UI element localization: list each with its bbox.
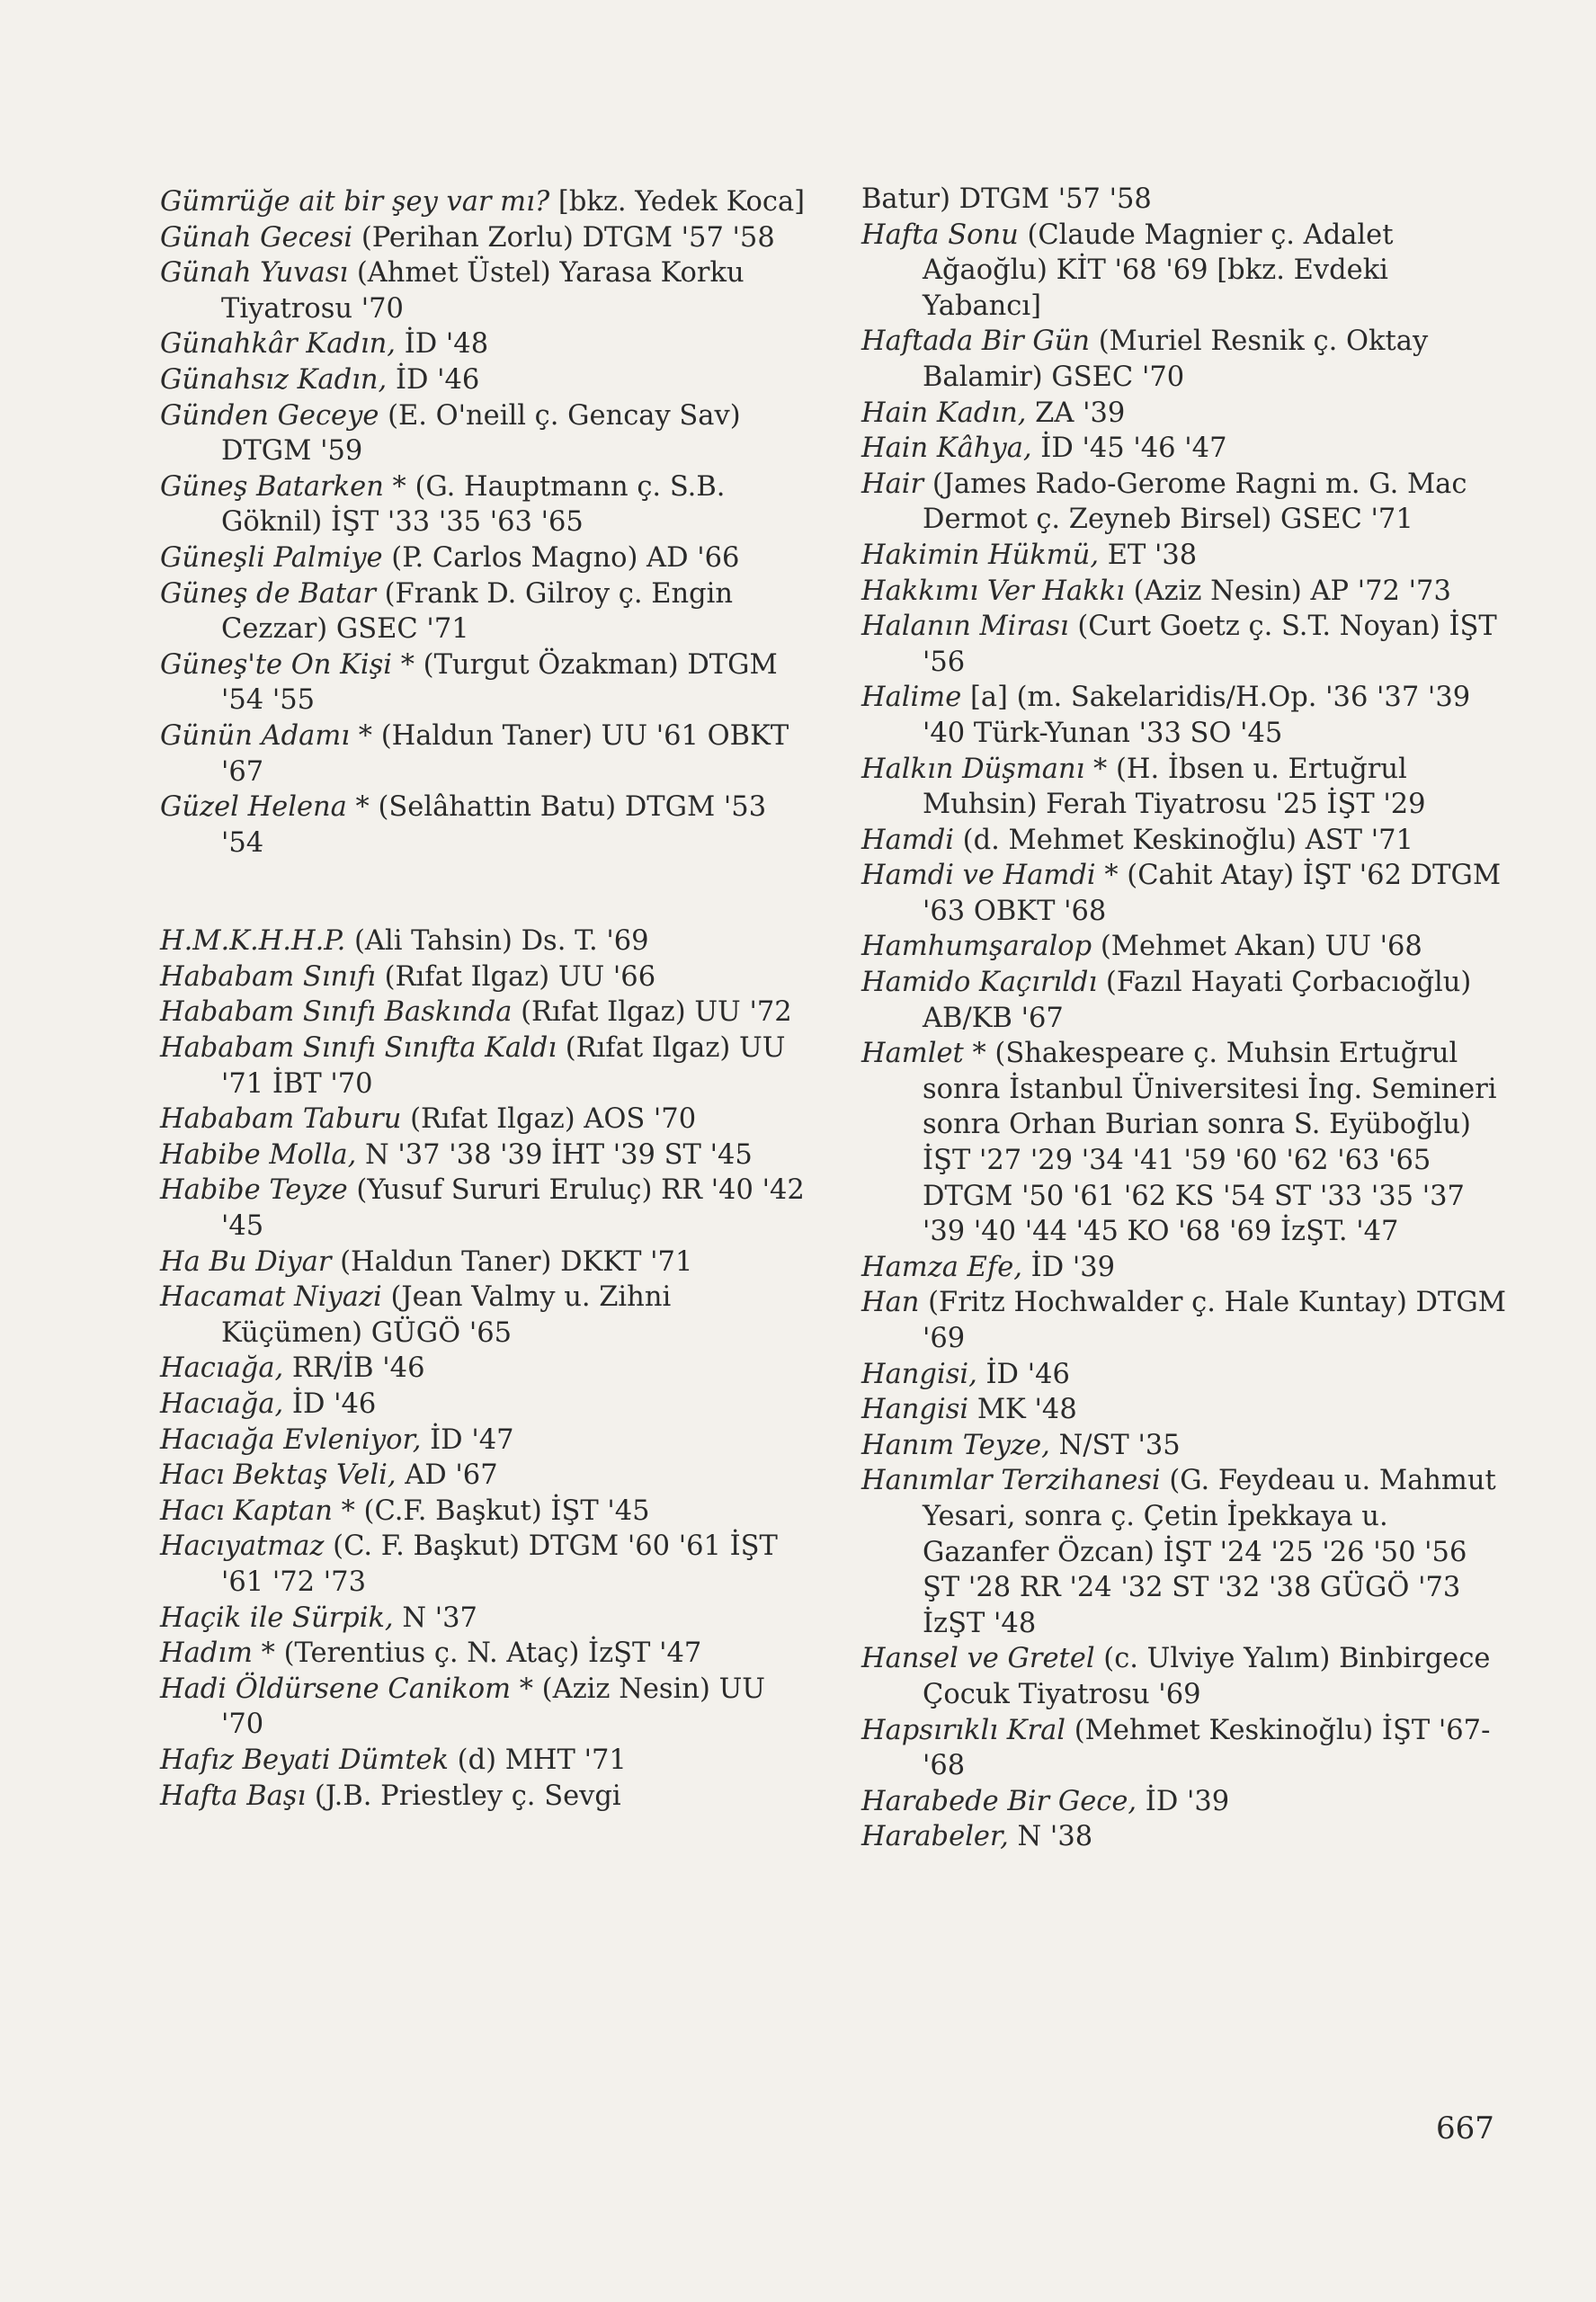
entry-details: MK '48 [968, 1394, 1077, 1426]
entry-title: Ha Bu Diyar [160, 1245, 332, 1278]
index-entry [861, 1784, 1509, 1820]
index-entry [160, 1031, 807, 1102]
entry-title: Günahsız Kadın, [160, 363, 388, 396]
entry-title: Han [861, 1287, 920, 1319]
index-entry [861, 574, 1509, 610]
entry-details: (Haldun Taner) UU '61 OBKT '67 [221, 719, 789, 788]
entry-title: Hacı Kaptan * [160, 1495, 355, 1527]
entry-title: Hakkımı Ver Hakkı [861, 575, 1125, 607]
index-entry [861, 823, 1509, 859]
index-entry [861, 929, 1509, 965]
entry-details: (Selâhattin Batu) DTGM '53 '54 [221, 791, 767, 859]
entry-details: (Fazıl Hayati Çorbacıoğlu) AB/KB '67 [923, 967, 1472, 1034]
entry-title: Hacı Bektaş Veli, [160, 1459, 397, 1492]
entry-title: Hamlet * [861, 1038, 986, 1070]
entry-details: (G. Feydeau u. Mahmut Yesari, sonra ç. Çetin İpekkaya u. Gazanfer Özcan) İŞT '24 '25 '26 '50 '56 ŞT '28 RR '24 '32 ST '32 '38 GÜGÖ '73 İzŞT '48 [923, 1465, 1496, 1639]
entry-title: Harabede Bir Gece, [861, 1785, 1137, 1817]
page-number: 667 [1436, 2110, 1494, 2146]
entry-details: (Rıfat Ilgaz) UU '71 İBT '70 [221, 1032, 786, 1100]
entry-title: Hamhumşaralop [861, 931, 1092, 963]
index-entry [160, 469, 807, 540]
section-gap [160, 861, 807, 923]
entry-details: (C.F. Başkut) İŞT '45 [354, 1495, 650, 1527]
entry-details: ZA '39 [1026, 397, 1126, 429]
index-entry [160, 1102, 807, 1138]
entry-details: (Mehmet Keskinoğlu) İŞT '67-'68 [923, 1714, 1491, 1782]
index-entry [160, 959, 807, 995]
entry-details: İD '45 '46 '47 [1031, 433, 1227, 465]
index-entry [160, 255, 807, 326]
entry-details: (d) MHT '71 [448, 1744, 627, 1776]
entry-title: Habibe Teyze [160, 1174, 348, 1207]
index-entry [861, 1392, 1509, 1428]
entry-title: Hacıağa Evleniyor, [160, 1423, 422, 1456]
entry-details: (Ahmet Üstel) Yarasa Korku Tiyatrosu '70 [221, 257, 745, 325]
index-entry [861, 1819, 1509, 1855]
entry-title: Hain Kadın, [861, 397, 1027, 429]
index-entry [861, 1357, 1509, 1393]
entry-title: Gümrüğe ait bir şey var mı? [160, 186, 550, 218]
index-entry [160, 1280, 807, 1351]
entry-title: Hadi Öldürsene Canikom * [160, 1673, 533, 1705]
entry-group [160, 184, 807, 861]
entry-title: Hanımlar Terzihanesi [861, 1465, 1161, 1497]
index-entry [160, 923, 807, 959]
index-entry [861, 1463, 1509, 1641]
entry-title: Hain Kâhya, [861, 433, 1032, 465]
index-entry [160, 540, 807, 576]
entry-title: Hacıağa, [160, 1388, 284, 1420]
entry-title: Hakimin Hükmü, [861, 539, 1100, 571]
entry-title: Hacıyatmaz [160, 1530, 325, 1563]
entry-details: (E. O'neill ç. Gencay Sav) DTGM '59 [221, 399, 741, 468]
entry-details: (Curt Goetz ç. S.T. Noyan) İŞT '56 [923, 611, 1497, 678]
entry-title: Güneşli Palmiye [160, 541, 383, 574]
entry-details: (Rıfat Ilgaz) UU '66 [375, 960, 656, 993]
entry-title: Halanın Mirası [861, 611, 1069, 643]
entry-title: Haçik ile Sürpik, [160, 1602, 394, 1634]
entry-details: (Yusuf Sururi Eruluç) RR '40 '42 '45 [221, 1174, 805, 1243]
left-column [160, 184, 807, 1814]
index-entry [861, 538, 1509, 574]
index-entry [861, 467, 1509, 538]
entry-title: Hapsırıklı Kral [861, 1714, 1066, 1746]
entry-details: İD '39 [1137, 1785, 1230, 1817]
entry-details: (G. Hauptmann ç. S.B. Göknil) İŞT '33 '35 '63 '65 [221, 470, 726, 539]
entry-details: (C. F. Başkut) DTGM '60 '61 İŞT '61 '72 '73 [221, 1530, 778, 1598]
entry-title: Hadım * [160, 1637, 275, 1670]
entry-title: Hanım Teyze, [861, 1429, 1050, 1461]
entry-title: Hacamat Niyazi [160, 1281, 382, 1314]
entry-details: (Claude Magnier ç. Adalet Ağaoğlu) KİT '68 '69 [bkz. Evdeki Yabancı] [923, 219, 1394, 322]
entry-title: Hangisi, [861, 1358, 977, 1390]
index-entry [160, 790, 807, 861]
entry-details: İD '46 [976, 1358, 1070, 1390]
entry-details: Batur) DTGM '57 '58 [861, 183, 1152, 215]
entry-details: N '37 '38 '39 İHT '39 ST '45 [356, 1138, 753, 1171]
entry-details: (Muriel Resnik ç. Oktay Balamir) GSEC '70 [923, 326, 1429, 393]
index-entry [160, 326, 807, 362]
entry-title: Hababam Sınıfı [160, 960, 376, 993]
entry-title: Güneş de Batar [160, 577, 376, 610]
entry-title: Hababam Sınıfı Baskında [160, 996, 513, 1029]
index-entry [861, 431, 1509, 467]
entry-title: Hamza Efe, [861, 1251, 1022, 1283]
entry-title: Günün Adamı * [160, 719, 372, 752]
index-entry [160, 1387, 807, 1423]
entry-details: (Frank D. Gilroy ç. Engin Cezzar) GSEC '71 [221, 577, 734, 646]
entry-title: Günah Gecesi [160, 221, 353, 254]
entry-details: (P. Carlos Magno) AD '66 [382, 541, 740, 574]
entry-details: (Fritz Hochwalder ç. Hale Kuntay) DTGM '69 [919, 1287, 1506, 1354]
index-entry [160, 647, 807, 718]
entry-details: (James Rado-Gerome Ragni m. G. Mac Dermot ç. Zeyneb Birsel) GSEC '71 [923, 468, 1467, 536]
entry-title: Halkın Düşmanı * [861, 753, 1108, 785]
entry-title: Güneş'te On Kişi * [160, 648, 415, 681]
entry-title: Habibe Molla, [160, 1138, 357, 1171]
entry-details: (J.B. Priestley ç. Sevgi [306, 1780, 621, 1812]
entry-details: (Aziz Nesin) UU '70 [221, 1673, 765, 1741]
entry-title: Haftada Bir Gün [861, 326, 1091, 358]
index-entry [160, 184, 807, 220]
entry-details: ET '38 [1099, 539, 1198, 571]
index-entry [861, 1713, 1509, 1784]
entry-details: İD '47 [421, 1423, 514, 1456]
entry-group [861, 182, 1509, 1855]
entry-title: Hangisi [861, 1394, 969, 1426]
entry-title: Hafız Beyati Dümtek [160, 1744, 449, 1776]
index-entry [861, 752, 1509, 823]
index-entry [861, 1641, 1509, 1712]
index-entry [160, 1173, 807, 1244]
index-entry [160, 1529, 807, 1600]
index-entry [861, 396, 1509, 432]
entry-details: RR/İB '46 [283, 1352, 425, 1385]
index-entry [861, 1428, 1509, 1464]
entry-details: AD '67 [396, 1459, 498, 1492]
entry-title: Hababam Taburu [160, 1103, 402, 1136]
index-entry [861, 1250, 1509, 1286]
index-entry [861, 609, 1509, 680]
index-entry [160, 1672, 807, 1743]
entry-title: Harabeler, [861, 1821, 1009, 1853]
entry-details: İD '46 [283, 1388, 377, 1420]
index-entry [861, 324, 1509, 395]
index-entry [861, 218, 1509, 325]
entry-title: Hafta Sonu [861, 219, 1019, 251]
entry-details: (Rıfat Ilgaz) AOS '70 [401, 1103, 697, 1136]
index-entry [861, 1285, 1509, 1356]
entry-title: Hafta Başı [160, 1780, 307, 1812]
index-entry [160, 1494, 807, 1530]
entry-title: Güneş Batarken * [160, 470, 406, 503]
index-entry [160, 576, 807, 647]
entry-details: İD '48 [396, 328, 489, 361]
entry-details: (Mehmet Akan) UU '68 [1092, 931, 1422, 963]
entry-title: Hacıağa, [160, 1352, 284, 1385]
entry-title: Hababam Sınıfı Sınıfta Kaldı [160, 1032, 557, 1065]
entry-details: (Shakespeare ç. Muhsin Ertuğrul sonra İstanbul Üniversitesi İng. Semineri sonra Orhan Burian sonra S. Eyüboğlu) İŞT '27 '29 '34 '41 '59 '60 '62 '63 '65 DTGM '50 '61 '62 KS '54 ST '33 '35 '37 '39 '40 '44 '45 KO '68 '69 İzŞT. '47 [923, 1038, 1497, 1248]
entry-details: (Aziz Nesin) AP '72 '73 [1124, 575, 1451, 607]
entry-details: (Ali Tahsin) Ds. T. '69 [345, 925, 649, 958]
entry-title: Halime [861, 682, 962, 714]
entry-details: (Haldun Taner) DKKT '71 [331, 1245, 693, 1278]
entry-details: N/ST '35 [1049, 1429, 1181, 1461]
entry-group [160, 923, 807, 1814]
index-entry [160, 718, 807, 790]
index-entry [160, 1636, 807, 1672]
entry-details: (Turgut Özakman) DTGM '54 '55 [221, 648, 778, 717]
index-entry [160, 1138, 807, 1173]
index-entry [160, 398, 807, 469]
entry-details: (Terentius ç. N. Ataç) İzŞT '47 [274, 1637, 702, 1670]
entry-details: (d. Mehmet Keskinoğlu) AST '71 [953, 824, 1413, 856]
index-entry [861, 182, 1509, 218]
entry-details: N '37 [393, 1602, 477, 1634]
index-entry [160, 1245, 807, 1280]
index-entry [861, 965, 1509, 1036]
index-entry [160, 1351, 807, 1387]
entry-title: Güzel Helena * [160, 791, 370, 824]
index-entry [160, 362, 807, 398]
entry-title: Hamdi ve Hamdi * [861, 860, 1119, 892]
index-entry [160, 1423, 807, 1459]
entry-details: (Jean Valmy u. Zihni Küçümen) GÜGÖ '65 [221, 1281, 672, 1349]
entry-details: [a] (m. Sakelaridis/H.Op. '36 '37 '39 '40 Türk-Yunan '33 SO '45 [923, 682, 1471, 749]
index-entry [861, 1036, 1509, 1250]
entry-details: İD '39 [1021, 1251, 1116, 1283]
entry-details: (Rıfat Ilgaz) UU '72 [512, 996, 792, 1029]
entry-title: Günden Geceye [160, 399, 379, 432]
entry-details: (c. Ulviye Yalım) Binbirgece Çocuk Tiyatrosu '69 [923, 1643, 1491, 1710]
index-entry [160, 1458, 807, 1494]
entry-title: Hamdi [861, 824, 954, 856]
index-entry [160, 1601, 807, 1637]
entry-details: (H. İbsen u. Ertuğrul Muhsin) Ferah Tiyatrosu '25 İŞT '29 [923, 753, 1426, 821]
entry-title: Hansel ve Gretel [861, 1643, 1095, 1675]
entry-details: N '38 [1008, 1821, 1093, 1853]
right-column [861, 182, 1509, 1855]
entry-title: Hair [861, 468, 924, 500]
entry-details: (Cahit Atay) İŞT '62 DTGM '63 OBKT '68 [923, 860, 1502, 927]
entry-title: Hamido Kaçırıldı [861, 967, 1098, 999]
entry-title: Günah Yuvası [160, 257, 349, 290]
index-entry [160, 995, 807, 1031]
entry-details: İD '46 [387, 363, 480, 396]
index-entry [160, 220, 807, 256]
entry-details: (Perihan Zorlu) DTGM '57 '58 [352, 221, 775, 254]
entry-title: H.M.K.H.H.P. [160, 925, 346, 958]
entry-title: Günahkâr Kadın, [160, 328, 397, 361]
index-entry [861, 680, 1509, 751]
index-entry [160, 1743, 807, 1779]
index-entry [861, 858, 1509, 929]
index-entry [160, 1779, 807, 1815]
entry-details: [bkz. Yedek Koca] [549, 186, 806, 218]
